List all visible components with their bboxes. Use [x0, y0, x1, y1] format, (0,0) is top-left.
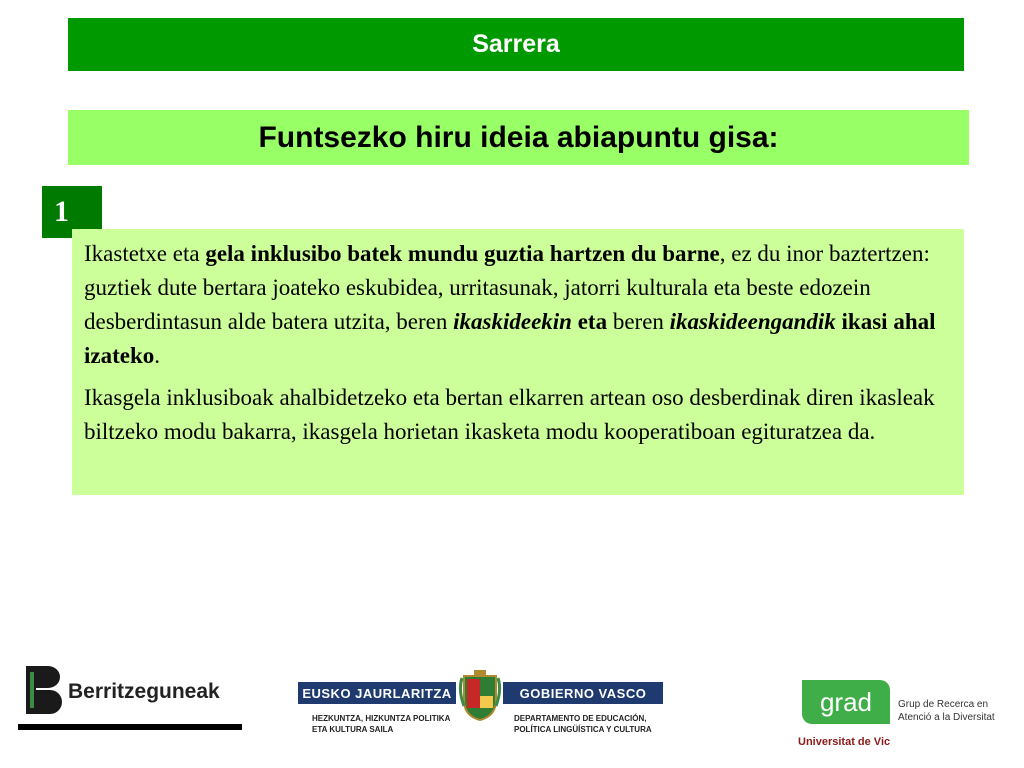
- idea-number: 1: [54, 195, 69, 228]
- grad-logo-box: [802, 680, 890, 724]
- section-header: [68, 18, 964, 71]
- p1-text-3: beren: [607, 309, 670, 334]
- berritzeguneak-logo: [18, 660, 248, 732]
- slide-title: Funtsezko hiru ideia abiapuntu gisa:: [258, 120, 779, 154]
- p1-text-4: .: [154, 343, 161, 368]
- p1-text-2: , ez du inor baztertzen: guztiek dute bertara joateko eskubidea, urritasunak, jatorri kulturala eta beste edozein desberdintasun alde batera utzita, beren: [84, 241, 930, 334]
- slide-title-bar: [68, 110, 969, 165]
- p1-bold-italic-2: ikaskideengandik: [669, 309, 836, 334]
- spanish-department-name: [514, 713, 664, 735]
- spanish-dept-line-2: POLÍTICA LINGÜÍSTICA Y CULTURA: [514, 725, 652, 734]
- idea-text-box: [72, 229, 964, 495]
- eusko-jaurlaritza-band: [298, 682, 456, 704]
- grad-line-1: Grup de Recerca en: [898, 699, 989, 710]
- p1-text-1: Ikastetxe eta: [84, 241, 206, 266]
- basque-dept-line-2: ETA KULTURA SAILA: [312, 725, 394, 734]
- gobierno-vasco-logo: [298, 670, 663, 740]
- p1-bold-1: gela inklusibo batek mundu guztia hartzen du barne: [205, 241, 720, 266]
- grad-group-name: [898, 698, 1010, 724]
- paragraph-2: Ikasgela inklusiboak ahalbidetzeko eta bertan elkarren artean oso desberdinak diren ikasleak biltzeko modu bakarra, ikasgela horietan ikasketa modu kooperatiboan egituratzea da.: [84, 385, 935, 444]
- university-name: Universitat de Vic: [798, 736, 891, 748]
- berritzeguneak-name: Berritzeguneak: [68, 680, 220, 703]
- gobierno-vasco-band: [503, 682, 663, 704]
- p1-bold-2: eta: [571, 309, 608, 334]
- grad-logo-text: grad: [819, 686, 873, 717]
- p1-bold-italic-1: ikaskideekin: [453, 309, 572, 334]
- coat-of-arms-icon: [458, 670, 502, 722]
- p1-bold-3: ikasi ahal izateko: [84, 309, 936, 368]
- berritzeguneak-b-icon: [24, 664, 64, 716]
- grad-line-2: Atenció a la Diversitat: [898, 712, 995, 723]
- paragraph-1: [84, 237, 948, 373]
- grad-logo: [800, 676, 1010, 756]
- eusko-jaurlaritza-label: EUSKO JAURLARITZA: [302, 685, 452, 701]
- berritzeguneak-underline: [18, 724, 242, 730]
- basque-department-name: [312, 713, 462, 735]
- basque-dept-line-1: HEZKUNTZA, HIZKUNTZA POLITIKA: [312, 714, 451, 723]
- gobierno-vasco-label: GOBIERNO VASCO: [519, 685, 647, 701]
- section-title: Sarrera: [472, 30, 560, 58]
- spanish-dept-line-1: DEPARTAMENTO DE EDUCACIÓN,: [514, 714, 647, 723]
